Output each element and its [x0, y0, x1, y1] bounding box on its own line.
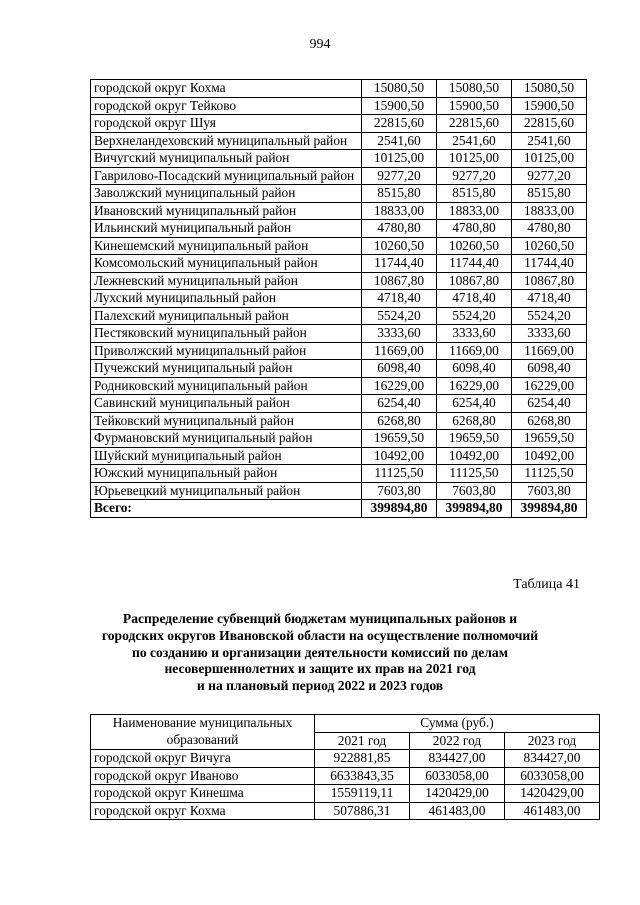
cell-name: Тейковский муниципальный район	[91, 412, 362, 430]
heading-line: Распределение субвенций бюджетам муниципальных районов и	[122, 611, 518, 626]
cell-value: 6254,40	[362, 395, 437, 413]
heading-line: по созданию и организации деятельности комиссий по делам	[132, 644, 508, 660]
cell-value: 1420429,00	[410, 785, 505, 803]
table-row	[91, 395, 587, 413]
cell-name: городской округ Иваново	[91, 767, 315, 785]
cell-name: Комсомольский муниципальный район	[91, 255, 362, 273]
cell-name: Приволжский муниципальный район	[91, 342, 362, 360]
heading-line: городских округов Ивановской области на осуществление полномочий	[101, 627, 539, 643]
subvention-distribution-table	[90, 714, 600, 820]
cell-value: 4718,40	[512, 290, 587, 308]
table-row	[91, 115, 587, 133]
cell-value: 19659,50	[437, 430, 512, 448]
column-header-year: 2022 год	[410, 732, 505, 750]
cell-value: 11669,00	[512, 342, 587, 360]
table-row	[91, 272, 587, 290]
table-row	[91, 482, 587, 500]
table-row	[91, 167, 587, 185]
cell-name: Шуйский муниципальный район	[91, 447, 362, 465]
cell-value: 10492,00	[512, 447, 587, 465]
table-row	[91, 185, 587, 203]
cell-name: Юрьевецкий муниципальный район	[91, 482, 362, 500]
cell-name: Фурмановский муниципальный район	[91, 430, 362, 448]
cell-value: 15900,50	[362, 97, 437, 115]
column-header-name: Наименование муниципальных образований	[91, 715, 315, 750]
table-row	[91, 465, 587, 483]
cell-value: 834427,00	[505, 750, 600, 768]
cell-value: 4780,80	[512, 220, 587, 238]
cell-value: 19659,50	[512, 430, 587, 448]
cell-name: Савинский муниципальный район	[91, 395, 362, 413]
cell-value: 10492,00	[362, 447, 437, 465]
cell-value: 7603,80	[512, 482, 587, 500]
cell-value: 3333,60	[362, 325, 437, 343]
cell-name: городской округ Кинешма	[91, 785, 315, 803]
cell-name: Лежневский муниципальный район	[91, 272, 362, 290]
cell-value: 4718,40	[437, 290, 512, 308]
cell-name: Ильинский муниципальный район	[91, 220, 362, 238]
cell-value: 15900,50	[512, 97, 587, 115]
cell-value: 3333,60	[512, 325, 587, 343]
cell-value: 834427,00	[410, 750, 505, 768]
cell-value: 8515,80	[362, 185, 437, 203]
cell-value: 15080,50	[362, 80, 437, 98]
cell-value: 9277,20	[362, 167, 437, 185]
cell-value: 922881,85	[315, 750, 410, 768]
cell-value: 6254,40	[437, 395, 512, 413]
table-row	[91, 237, 587, 255]
cell-value: 5524,20	[362, 307, 437, 325]
cell-value: 5524,20	[437, 307, 512, 325]
cell-value: 11669,00	[362, 342, 437, 360]
cell-value: 2541,60	[437, 132, 512, 150]
cell-value: 11125,50	[362, 465, 437, 483]
table-row	[91, 412, 587, 430]
table-row	[91, 80, 587, 98]
cell-value: 10125,00	[362, 150, 437, 168]
table-label: Таблица 41	[513, 577, 580, 592]
cell-value: 22815,60	[512, 115, 587, 133]
cell-value: 10125,00	[437, 150, 512, 168]
cell-value: 10867,80	[437, 272, 512, 290]
cell-value: 15080,50	[512, 80, 587, 98]
cell-value: 6268,80	[362, 412, 437, 430]
cell-value: 10492,00	[437, 447, 512, 465]
cell-value: 1559119,11	[315, 785, 410, 803]
cell-value: 3333,60	[437, 325, 512, 343]
cell-value: 9277,20	[512, 167, 587, 185]
heading-line: несовершеннолетних и защите их прав на 2021 год	[164, 661, 476, 677]
cell-value: 10125,00	[512, 150, 587, 168]
table-row	[91, 430, 587, 448]
cell-value: 8515,80	[437, 185, 512, 203]
total-value: 399894,80	[362, 500, 437, 518]
column-header-year: 2023 год	[505, 732, 600, 750]
total-label: Всего:	[91, 500, 362, 518]
cell-name: Палехский муниципальный район	[91, 307, 362, 325]
cell-value: 16229,00	[362, 377, 437, 395]
cell-value: 10260,50	[512, 237, 587, 255]
cell-value: 1420429,00	[505, 785, 600, 803]
table-row	[91, 785, 600, 803]
cell-value: 11125,50	[437, 465, 512, 483]
table-row	[91, 360, 587, 378]
cell-value: 11744,40	[437, 255, 512, 273]
cell-value: 6254,40	[512, 395, 587, 413]
cell-value: 2541,60	[512, 132, 587, 150]
cell-value: 6033058,00	[410, 767, 505, 785]
cell-value: 18833,00	[437, 202, 512, 220]
cell-value: 15900,50	[437, 97, 512, 115]
table-row	[91, 750, 600, 768]
cell-value: 11125,50	[512, 465, 587, 483]
table-row	[91, 342, 587, 360]
table-row	[91, 97, 587, 115]
cell-value: 11744,40	[362, 255, 437, 273]
cell-name: Гаврилово-Посадский муниципальный район	[91, 167, 362, 185]
cell-value: 10867,80	[512, 272, 587, 290]
table-row	[91, 220, 587, 238]
cell-name: Лухский муниципальный район	[91, 290, 362, 308]
cell-value: 6098,40	[512, 360, 587, 378]
cell-name: городской округ Тейково	[91, 97, 362, 115]
cell-value: 19659,50	[362, 430, 437, 448]
cell-name: городской округ Шуя	[91, 115, 362, 133]
cell-value: 22815,60	[362, 115, 437, 133]
cell-name: Южский муниципальный район	[91, 465, 362, 483]
cell-value: 9277,20	[437, 167, 512, 185]
column-header-year: 2021 год	[315, 732, 410, 750]
cell-value: 461483,00	[505, 802, 600, 820]
cell-value: 6033058,00	[505, 767, 600, 785]
cell-value: 10867,80	[362, 272, 437, 290]
heading-line: и на плановый период 2022 и 2023 годов	[196, 678, 444, 694]
table-heading	[60, 611, 580, 695]
table-row	[91, 377, 587, 395]
page-number: 994	[309, 37, 331, 52]
table-row	[91, 447, 587, 465]
cell-value: 6268,80	[512, 412, 587, 430]
cell-value: 7603,80	[437, 482, 512, 500]
table-row	[91, 325, 587, 343]
cell-name: Ивановский муниципальный район	[91, 202, 362, 220]
cell-value: 4718,40	[362, 290, 437, 308]
table-row	[91, 202, 587, 220]
cell-value: 2541,60	[362, 132, 437, 150]
cell-name: Кинешемский муниципальный район	[91, 237, 362, 255]
cell-name: Родниковский муниципальный район	[91, 377, 362, 395]
cell-value: 18833,00	[512, 202, 587, 220]
column-header-sum: Сумма (руб.)	[315, 715, 600, 733]
table-row	[91, 767, 600, 785]
cell-value: 8515,80	[512, 185, 587, 203]
cell-value: 16229,00	[437, 377, 512, 395]
cell-name: городской округ Вичуга	[91, 750, 315, 768]
table-row	[91, 150, 587, 168]
cell-name: Пестяковский муниципальный район	[91, 325, 362, 343]
table-row	[91, 802, 600, 820]
table-row	[91, 307, 587, 325]
cell-name: Заволжский муниципальный район	[91, 185, 362, 203]
cell-value: 461483,00	[410, 802, 505, 820]
table-row	[91, 132, 587, 150]
cell-value: 5524,20	[512, 307, 587, 325]
cell-value: 10260,50	[437, 237, 512, 255]
total-value: 399894,80	[437, 500, 512, 518]
subsidy-table-continued	[90, 79, 587, 518]
cell-name: Вичугский муниципальный район	[91, 150, 362, 168]
cell-value: 22815,60	[437, 115, 512, 133]
cell-value: 7603,80	[362, 482, 437, 500]
cell-name: Пучежский муниципальный район	[91, 360, 362, 378]
cell-value: 10260,50	[362, 237, 437, 255]
cell-value: 16229,00	[512, 377, 587, 395]
table-row	[91, 255, 587, 273]
cell-value: 6633843,35	[315, 767, 410, 785]
cell-value: 6268,80	[437, 412, 512, 430]
cell-name: городской округ Кохма	[91, 802, 315, 820]
cell-value: 6098,40	[362, 360, 437, 378]
cell-value: 11669,00	[437, 342, 512, 360]
cell-value: 507886,31	[315, 802, 410, 820]
cell-name: городской округ Кохма	[91, 80, 362, 98]
cell-value: 4780,80	[437, 220, 512, 238]
total-row	[91, 500, 587, 518]
cell-name: Верхнеландеховский муниципальный район	[91, 132, 362, 150]
cell-value: 4780,80	[362, 220, 437, 238]
cell-value: 6098,40	[437, 360, 512, 378]
total-value: 399894,80	[512, 500, 587, 518]
cell-value: 11744,40	[512, 255, 587, 273]
cell-value: 15080,50	[437, 80, 512, 98]
table-row	[91, 290, 587, 308]
cell-value: 18833,00	[362, 202, 437, 220]
